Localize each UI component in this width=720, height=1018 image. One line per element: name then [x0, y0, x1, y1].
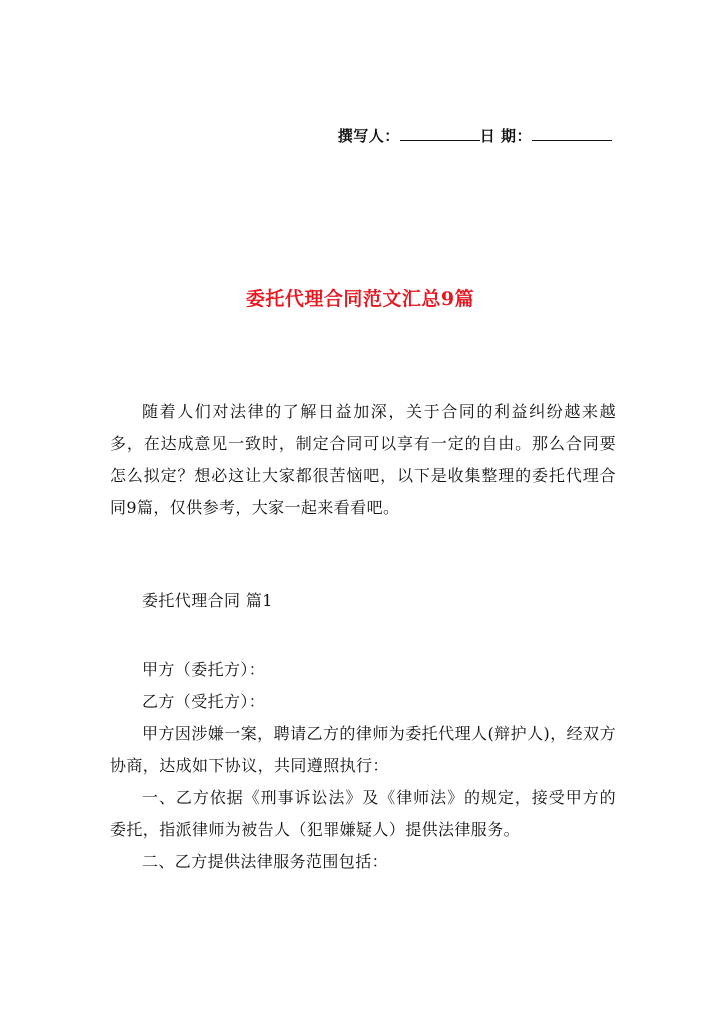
clauses-block	[110, 654, 616, 878]
date-blank	[532, 126, 612, 141]
clause-agreement: 甲方因涉嫌一案，聘请乙方的律师为委托代理人(辩护人)，经双方协商，达成如下协议，共同遵照执行：	[110, 724, 616, 775]
date-label: 日 期：	[479, 127, 532, 145]
document-title: 委托代理合同范文汇总9篇	[245, 288, 475, 310]
intro-block	[110, 396, 616, 524]
intro-paragraph: 随着人们对法律的了解日益加深，关于合同的利益纠纷越来越多，在达成意见一致时，制定合同可以享有一定的自由。那么合同要怎么拟定？想必这让大家都很苦恼吧，以下是收集整理的委托代理合同9篇，仅供参考，大家一起来看看吧。	[110, 402, 616, 517]
clause-party-b: 乙方（受托方）：	[142, 692, 266, 711]
author-blank	[400, 126, 480, 141]
clause-two: 二、乙方提供法律服务范围包括：	[142, 852, 389, 871]
clause-one: 一、乙方依据《刑事诉讼法》及《律师法》的规定，接受甲方的委托，指派律师为被告人（犯罪嫌疑人）提供法律服务。	[110, 788, 616, 839]
author-label: 撰写人：	[337, 127, 400, 145]
clause-party-a: 甲方（委托方）：	[142, 660, 266, 679]
header-signature-line	[338, 125, 612, 146]
section-heading: 委托代理合同 篇1	[142, 591, 273, 610]
